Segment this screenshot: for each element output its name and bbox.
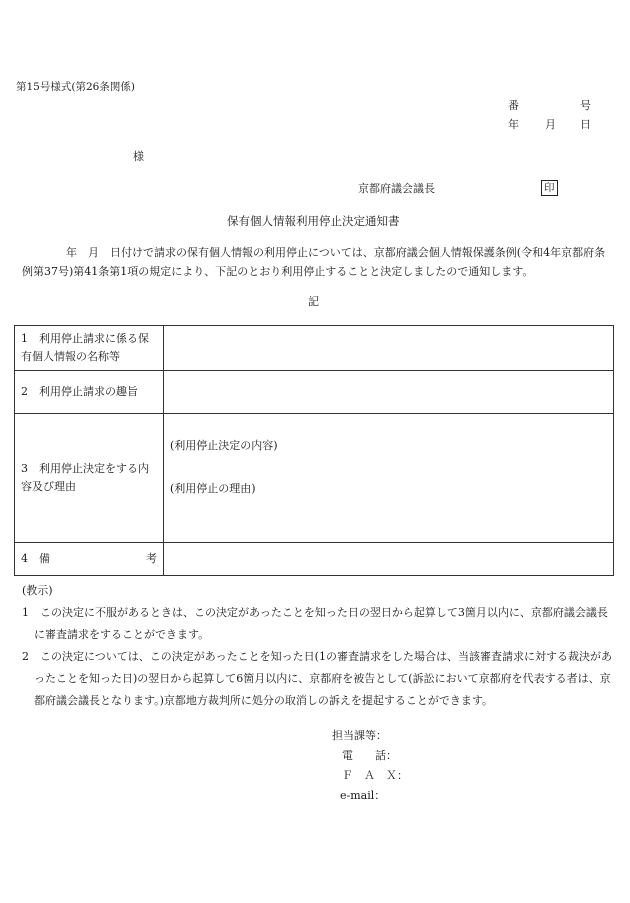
table-row (15, 414, 614, 543)
row4-value (164, 543, 614, 576)
row1-value (164, 326, 614, 371)
row4-label-right: 考 (146, 552, 157, 565)
number-suffix: 号 (580, 99, 591, 112)
kyoji-notes (14, 602, 614, 712)
table-row (15, 543, 614, 576)
number-label: 番 (508, 99, 519, 112)
contact-fax: Ｆ Ａ Ｘ： (342, 769, 408, 782)
row1-label: 1 利用停止請求に係る保有個人情報の名称等 (15, 326, 164, 371)
row3-label: 3 利用停止決定をする内容及び理由 (15, 414, 164, 543)
contact-phone: 電 話： (342, 749, 397, 762)
decision-table (14, 325, 614, 576)
table-row (15, 371, 614, 414)
row4-label (15, 543, 164, 576)
kyoji-heading: (教示) (22, 584, 53, 597)
decision-reason-label: (利用停止の理由) (170, 482, 256, 495)
contact-email: e-mail： (340, 789, 386, 802)
table-row (15, 326, 614, 371)
row2-value (164, 371, 614, 414)
sender-name: 京都府議会議長 (358, 182, 435, 195)
row2-label: 2 利用停止請求の趣旨 (15, 371, 164, 414)
day-label: 日 (580, 118, 591, 131)
kyoji-item: 1 この決定に不服があるときは、この決定があったことを知った日の翌日から起算して3箇月以内に、京都府議会議長に審査請求をすることができます。 (22, 606, 608, 641)
month-label: 月 (545, 118, 556, 131)
document-title: 保有個人情報利用停止決定通知書 (227, 214, 400, 228)
ki-heading: 記 (308, 295, 319, 308)
decision-content-label: (利用停止決定の内容) (170, 439, 278, 452)
contact-dept: 担当課等： (332, 729, 387, 742)
seal-mark: 印 (541, 180, 558, 196)
row3-value (164, 414, 614, 543)
kyoji-item: 2 この決定については、この決定があったことを知った日(1の審査請求をした場合は、当該審査請求に対する裁決があったことを知った日)の翌日から起算して6箇月以内に、京都府を被告として(訴訟において京都府を代表する者は、京都府議会議長となります。)京都地方裁判所に処分の取消しの訴えを提起することができます。 (22, 650, 612, 707)
addressee-suffix: 様 (133, 150, 144, 163)
row4-label-left: 4 備 (21, 552, 50, 565)
form-number: 第15号様式(第26条関係) (16, 81, 135, 93)
body-paragraph: 年 月 日付けで請求の保有個人情報の利用停止については、京都府議会個人情報保護条例(令和4年京都府条例第37号)第41条第1項の規定により、下記のとおり利用停止することと決定しましたので通知します。 (22, 246, 606, 278)
year-label: 年 (508, 118, 519, 131)
contact-block (332, 726, 408, 806)
